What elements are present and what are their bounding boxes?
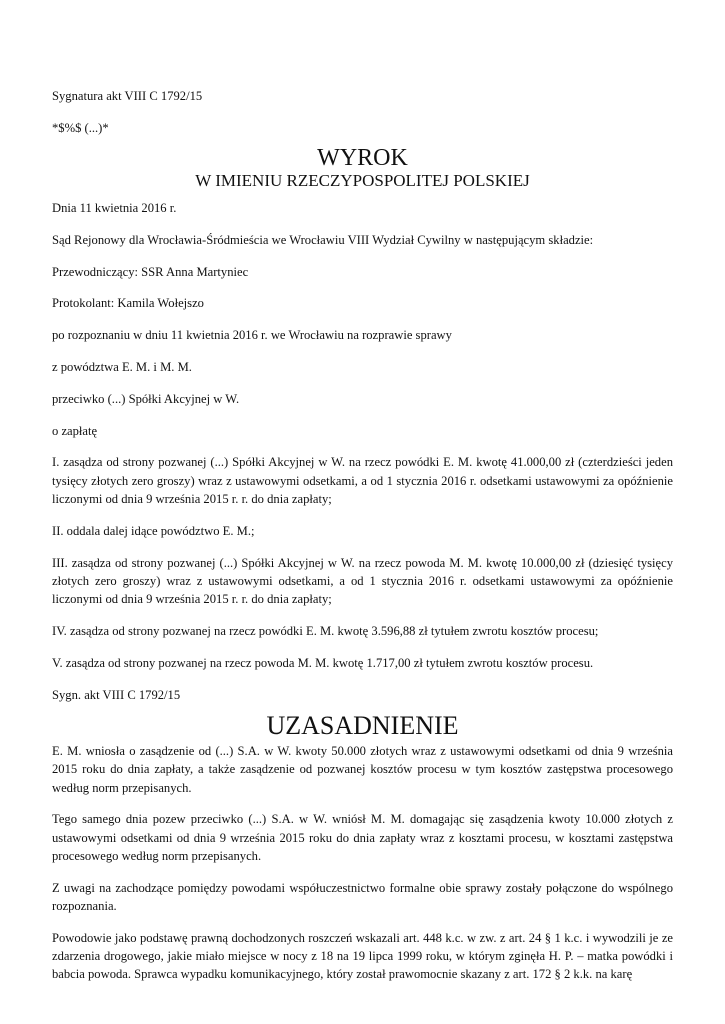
judgment-date: Dnia 11 kwietnia 2016 r. [52, 201, 177, 216]
ruling-item: I. zasądza od strony pozwanej (...) Spółki Akcyjnej w W. na rzecz powódki E. M. kwotę 41.000,00 zł (czterdzieści jeden tysięcy złotych zero groszy) wraz z ustawowymi odsetkami, a od 1 stycznia 2016 r. odsetkami ustawowymi za opóźnienie liczonymi od dnia 9 września 2015 r. r. do dnia zapłaty; [52, 455, 673, 507]
justification-paragraph: Z uwagi na zachodzące pomiędzy powodami współuczestnictwo formalne obie sprawy zostały połączone do wspólnego rozpoznania. [52, 880, 673, 914]
court-clerk: Protokolant: Kamila Wołejszo [52, 296, 204, 311]
justification-title: UZASADNIENIE [266, 710, 459, 740]
justification-paragraph: E. M. wniosła o zasądzenie od (...) S.A. w W. kwoty 50.000 złotych wraz z ustawowymi odsetkami od dnia 9 września 2015 roku do dnia zapłaty, a także zasądzenie od pozwanej kosztów procesu w tym kosztów zastępstwa procesowego według norm przepisanych. [52, 743, 673, 795]
case-signature-short: Sygn. akt VIII C 1792/15 [52, 687, 181, 702]
court-composition: Sąd Rejonowy dla Wrocławia-Śródmieścia we Wrocławiu VIII Wydział Cywilny w następującym składzie: [52, 232, 594, 247]
plaintiffs: z powództwa E. M. i M. M. [52, 360, 192, 375]
ruling-item: V. zasądza od strony pozwanej na rzecz powoda M. M. kwotę 1.717,00 zł tytułem zwrotu kosztów procesu. [52, 655, 594, 670]
case-code: *$%$ (...)* [52, 120, 109, 135]
ruling-item: II. oddala dalej idące powództwo E. M.; [52, 523, 255, 538]
judgment-title: WYROK [317, 145, 408, 172]
defendant: przeciwko (...) Spółki Akcyjnej w W. [52, 391, 240, 406]
case-subject: o zapłatę [52, 423, 98, 438]
justification-paragraph: Tego samego dnia pozew przeciwko (...) S.A. w W. wniósł M. M. domagając się zasądzenia kwoty 10.000 złotych z ustawowymi odsetkami od dnia 9 września 2015 roku do dnia zapłaty wraz z kosztami procesu, w kosztami zastępstwa procesowego według norm przepisanych. [52, 812, 673, 863]
presiding-judge: Przewodniczący: SSR Anna Martyniec [52, 264, 249, 279]
ruling-item: III. zasądza od strony pozwanej (...) Spółki Akcyjnej w W. na rzecz powoda M. M. kwotę 10.000,00 zł (dziesięć tysięcy złotych zero groszy) wraz z ustawowymi odsetkami, a od 1 stycznia 2016 r. odsetkami ustawowymi za opóźnienie liczonymi od dnia 9 września 2015 r. r. do dnia zapłaty; [52, 555, 673, 607]
ruling-item: IV. zasądza od strony pozwanej na rzecz powódki E. M. kwotę 3.596,88 zł tytułem zwrotu kosztów procesu; [52, 624, 599, 639]
justification-paragraph: Powodowie jako podstawę prawną dochodzonych roszczeń wskazali art. 448 k.c. w zw. z art. 24 § 1 k.c. i wywodzili je ze zdarzenia drogowego, jakie miało miejsce w nocy z 18 na 19 lipca 1999 roku, w którym zginęła H. P. – matka powódki i babcia powoda. Sprawca wypadku komunikacyjnego, który został prawomocnie skazany z art. 172 § 2 k.k. na karę [52, 930, 673, 982]
judgment-subtitle: W IMIENIU RZECZYPOSPOLITEJ POLSKIEJ [195, 171, 530, 191]
case-signature: Sygnatura akt VIII C 1792/15 [52, 89, 203, 103]
hearing-info: po rozpoznaniu w dniu 11 kwietnia 2016 r. we Wrocławiu na rozprawie sprawy [52, 328, 452, 343]
